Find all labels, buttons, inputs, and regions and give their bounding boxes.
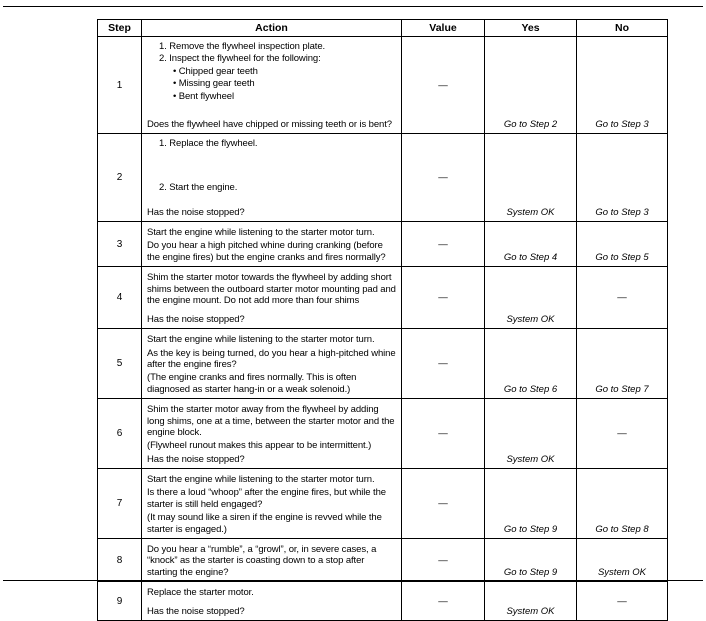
yes-cell: Go to Step 2 [484, 37, 576, 133]
value-cell: — [401, 582, 484, 620]
table-row [98, 266, 667, 328]
yes-cell: Go to Step 6 [484, 329, 576, 398]
action-cell [141, 399, 401, 468]
action-line: Shim the starter motor towards the flywheel by adding short shims between the outboard starter motor mounting pad and the engine mount. Do not add more than four shims [147, 272, 396, 306]
header-cell-step: Step [108, 22, 131, 34]
no-cell: — [576, 582, 667, 620]
action-line: (It may sound like a siren if the engine is revved while the starter is engaged.) [147, 512, 382, 535]
action-question: Has the noise stopped? [147, 313, 245, 325]
table-row [98, 468, 667, 538]
step-cell: 8 [116, 554, 123, 566]
header-row [98, 20, 667, 36]
step-cell: 1 [116, 79, 123, 91]
step-cell: 7 [116, 498, 123, 510]
value-cell: — [401, 399, 484, 468]
action-question: Do you hear a high pitched whine during cranking (before the engine fires) but the engine cranks and fires normally? [147, 240, 386, 263]
value-cell: — [401, 539, 484, 581]
yes-cell: System OK [484, 582, 576, 620]
action-question: Has the noise stopped? [147, 605, 245, 617]
header-cell-no: No [576, 20, 667, 36]
action-question: Has the noise stopped? [147, 206, 245, 218]
action-line: Start the engine while listening to the starter motor turn. [147, 334, 375, 346]
step-cell: 3 [116, 238, 123, 250]
yes-cell: System OK [484, 399, 576, 468]
table-row [98, 328, 667, 398]
action-cell [141, 222, 401, 266]
action-line: Start the engine while listening to the starter motor turn. [147, 227, 375, 238]
value-cell: — [401, 469, 484, 538]
no-cell: Go to Step 8 [576, 469, 667, 538]
value-cell: — [401, 267, 484, 328]
action-line: (Flywheel runout makes this appear to be intermittent.) [147, 440, 372, 452]
action-line: Start the engine while listening to the starter motor turn. [147, 474, 375, 486]
value-cell: — [401, 37, 484, 133]
action-cell [141, 267, 401, 328]
action-line: (The engine cranks and fires normally. This is often diagnosed as starter hang-in or a weak solenoid.) [147, 372, 357, 395]
no-cell: Go to Step 5 [576, 222, 667, 266]
action-line: 2. Start the engine. [159, 182, 238, 194]
step-cell: 9 [116, 595, 123, 607]
action-question: Does the flywheel have chipped or missing teeth or is bent? [147, 118, 392, 130]
table-row [98, 36, 667, 133]
yes-cell: Go to Step 9 [484, 469, 576, 538]
action-spacer [147, 149, 396, 181]
header-cell-yes: Yes [484, 20, 576, 36]
no-cell: — [576, 267, 667, 328]
value-cell: — [401, 329, 484, 398]
action-line: Replace the starter motor. [147, 587, 254, 599]
action-line: • Bent flywheel [173, 90, 234, 102]
action-cell [141, 329, 401, 398]
step-cell: 2 [116, 172, 123, 183]
header-cell-action: Action [141, 20, 401, 36]
step-cell: 6 [116, 428, 123, 440]
table-row [98, 221, 667, 266]
action-cell [141, 469, 401, 538]
yes-cell: System OK [484, 134, 576, 221]
action-line: Shim the starter motor away from the flywheel by adding long shims, one at a time, between the starter motor and the engine block. [147, 404, 395, 438]
action-line: Do you hear a “rumble”, a “growl”, or, in severe cases, a “knock” as the starter is coasting down to a stop after starting the engine? [147, 544, 377, 578]
header-cell-value: Value [401, 20, 484, 36]
action-line: As the key is being turned, do you hear a high-pitched whine after the engine fires? [147, 347, 396, 370]
action-line: 1. Remove the flywheel inspection plate. [159, 41, 326, 52]
no-cell: Go to Step 3 [576, 37, 667, 133]
diagnostic-table [97, 19, 668, 621]
yes-cell: System OK [484, 267, 576, 328]
top-rule [3, 6, 703, 7]
yes-cell: Go to Step 4 [484, 222, 576, 266]
no-cell: Go to Step 7 [576, 329, 667, 398]
action-cell [141, 539, 401, 581]
value-cell: — [401, 222, 484, 266]
action-cell [141, 134, 401, 221]
table-row [98, 538, 667, 581]
action-line: 1. Replace the flywheel. [159, 138, 258, 149]
value-cell: — [401, 134, 484, 221]
no-cell: System OK [576, 539, 667, 581]
action-cell [141, 582, 401, 620]
yes-cell: Go to Step 9 [484, 539, 576, 581]
no-cell: — [576, 399, 667, 468]
action-line: Is there a loud “whoop” after the engine fires, but while the starter is still held engaged? [147, 487, 386, 510]
step-cell: 5 [116, 358, 123, 370]
table-row [98, 133, 667, 221]
table-row [98, 398, 667, 468]
action-line: 2. Inspect the flywheel for the following: [159, 53, 321, 65]
bottom-rule [3, 580, 703, 581]
action-question: Has the noise stopped? [147, 453, 245, 465]
action-cell [141, 37, 401, 133]
action-line: • Missing gear teeth [173, 78, 255, 90]
no-cell: Go to Step 3 [576, 134, 667, 221]
action-line: • Chipped gear teeth [173, 65, 258, 77]
table-row [98, 581, 667, 620]
step-cell: 4 [116, 292, 123, 304]
